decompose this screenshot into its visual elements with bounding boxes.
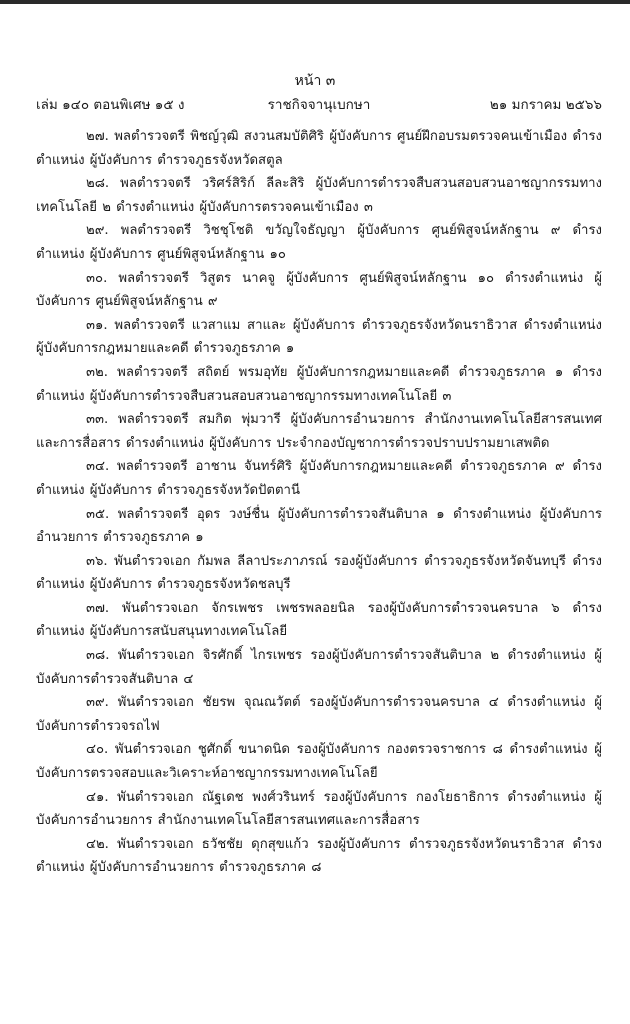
- list-item: ๔๑. พันตำรวจเอก ณัฐเดช พงศ์วรินทร์ รองผู้บังคับการ กองโยธาธิการ ดำรงตำแหน่ง ผู้บังคับการอำนวยการ สำนักงานเทคโนโลยีสารสนเทศและการสื่อสาร: [36, 789, 602, 829]
- appointment-list: [36, 125, 602, 880]
- page-number: หน้า ๓: [294, 73, 336, 89]
- list-item: ๓๙. พันตำรวจเอก ชัยรพ จุณณวัตต์ รองผู้บังคับการตำรวจนครบาล ๔ ดำรงตำแหน่ง ผู้บังคับการตำรวจรถไฟ: [36, 695, 602, 734]
- list-item: ๔๐. พันตำรวจเอก ชูศักดิ์ ขนาดนิด รองผู้บังคับการ กองตรวจราชการ ๘ ดำรงตำแหน่ง ผู้บังคับการตรวจสอบและวิเคราะห์อาชญากรรมทางเทคโนโลยี: [36, 742, 602, 782]
- list-item: ๒๘. พลตำรวจตรี วริศร์สิริก์ ลีละสิริ ผู้บังคับการตำรวจสืบสวนสอบสวนอาชญากรรมทางเทคโนโลยี ๒ ดำรงตำแหน่ง ผู้บังคับการตรวจคนเข้าเมือง ๓: [36, 176, 602, 215]
- list-item: ๒๙. พลตำรวจตรี วิชชุโชติ ขวัญใจธัญญา ผู้บังคับการ ศูนย์พิสูจน์หลักฐาน ๙ ดำรงตำแหน่ง ผู้บังคับการ ศูนย์พิสูจน์หลักฐาน ๑๐: [36, 223, 602, 262]
- list-item: ๓๘. พันตำรวจเอก จิรศักดิ์ ไกรเพชร รองผู้บังคับการตำรวจสันติบาล ๒ ดำรงตำแหน่ง ผู้บังคับการตำรวจสันติบาล ๔: [36, 648, 602, 687]
- top-border: [0, 0, 630, 4]
- list-item: ๓๖. พันตำรวจเอก กัมพล ลีลาประภาภรณ์ รองผู้บังคับการ ตำรวจภูธรจังหวัดจันทบุรี ดำรงตำแหน่ง ผู้บังคับการ ตำรวจภูธรจังหวัดชลบุรี: [36, 553, 602, 593]
- publication-date: ๒๑ มกราคม ๒๕๖๖: [489, 97, 602, 113]
- list-item: ๓๑. พลตำรวจตรี แวสาแม สาและ ผู้บังคับการ ตำรวจภูธรจังหวัดนราธิวาส ดำรงตำแหน่ง ผู้บังคับการกฎหมายและคดี ตำรวจภูธรภาค ๑: [36, 317, 602, 357]
- list-item: ๓๕. พลตำรวจตรี อุดร วงษ์ชื่น ผู้บังคับการตำรวจสันติบาล ๑ ดำรงตำแหน่ง ผู้บังคับการอำนวยการ ตำรวจภูธรภาค ๑: [36, 506, 602, 546]
- list-item: ๒๗. พลตำรวจตรี พิชญ์วุฒิ สงวนสมบัติศิริ ผู้บังคับการ ศูนย์ฝึกอบรมตรวจคนเข้าเมือง ดำรงตำแหน่ง ผู้บังคับการ ตำรวจภูธรจังหวัดสตูล: [36, 129, 602, 168]
- volume-issue: เล่ม ๑๔๐ ตอนพิเศษ ๑๕ ง: [36, 97, 185, 113]
- list-item: ๔๒. พันตำรวจเอก ธวัชชัย ดุกสุขแก้ว รองผู้บังคับการ ตำรวจภูธรจังหวัดนราธิวาส ดำรงตำแหน่ง ผู้บังคับการอำนวยการ ตำรวจภูธรภาค ๘: [36, 836, 602, 876]
- list-item: ๓๓. พลตำรวจตรี สมกิต พุ่มวารี ผู้บังคับการอำนวยการ สำนักงานเทคโนโลยีสารสนเทศและการสื่อสาร ดำรงตำแหน่ง ผู้บังคับการ ประจำกองบัญชาการตำรวจปราบปรามยาเสพติด: [36, 412, 602, 451]
- gazette-title: ราชกิจจานุเบกษา: [267, 97, 371, 113]
- list-item: ๓๒. พลตำรวจตรี สถิตย์ พรมอุทัย ผู้บังคับการกฎหมายและคดี ตำรวจภูธรภาค ๑ ดำรงตำแหน่ง ผู้บังคับการตำรวจสืบสวนสอบสวนอาชญากรรมทางเทคโนโลยี ๓: [36, 364, 602, 404]
- list-item: ๓๔. พลตำรวจตรี อาชาน จันทร์ศิริ ผู้บังคับการกฎหมายและคดี ตำรวจภูธรภาค ๙ ดำรงตำแหน่ง ผู้บังคับการ ตำรวจภูธรจังหวัดปัตตานี: [36, 459, 602, 498]
- list-item: ๓๗. พันตำรวจเอก จักรเพชร เพชรพลอยนิล รองผู้บังคับการตำรวจนครบาล ๖ ดำรงตำแหน่ง ผู้บังคับการสนับสนุนทางเทคโนโลยี: [36, 600, 602, 640]
- list-item: ๓๐. พลตำรวจตรี วิสูตร นาคจู ผู้บังคับการ ศูนย์พิสูจน์หลักฐาน ๑๐ ดำรงตำแหน่ง ผู้บังคับการ ศูนย์พิสูจน์หลักฐาน ๙: [36, 270, 602, 310]
